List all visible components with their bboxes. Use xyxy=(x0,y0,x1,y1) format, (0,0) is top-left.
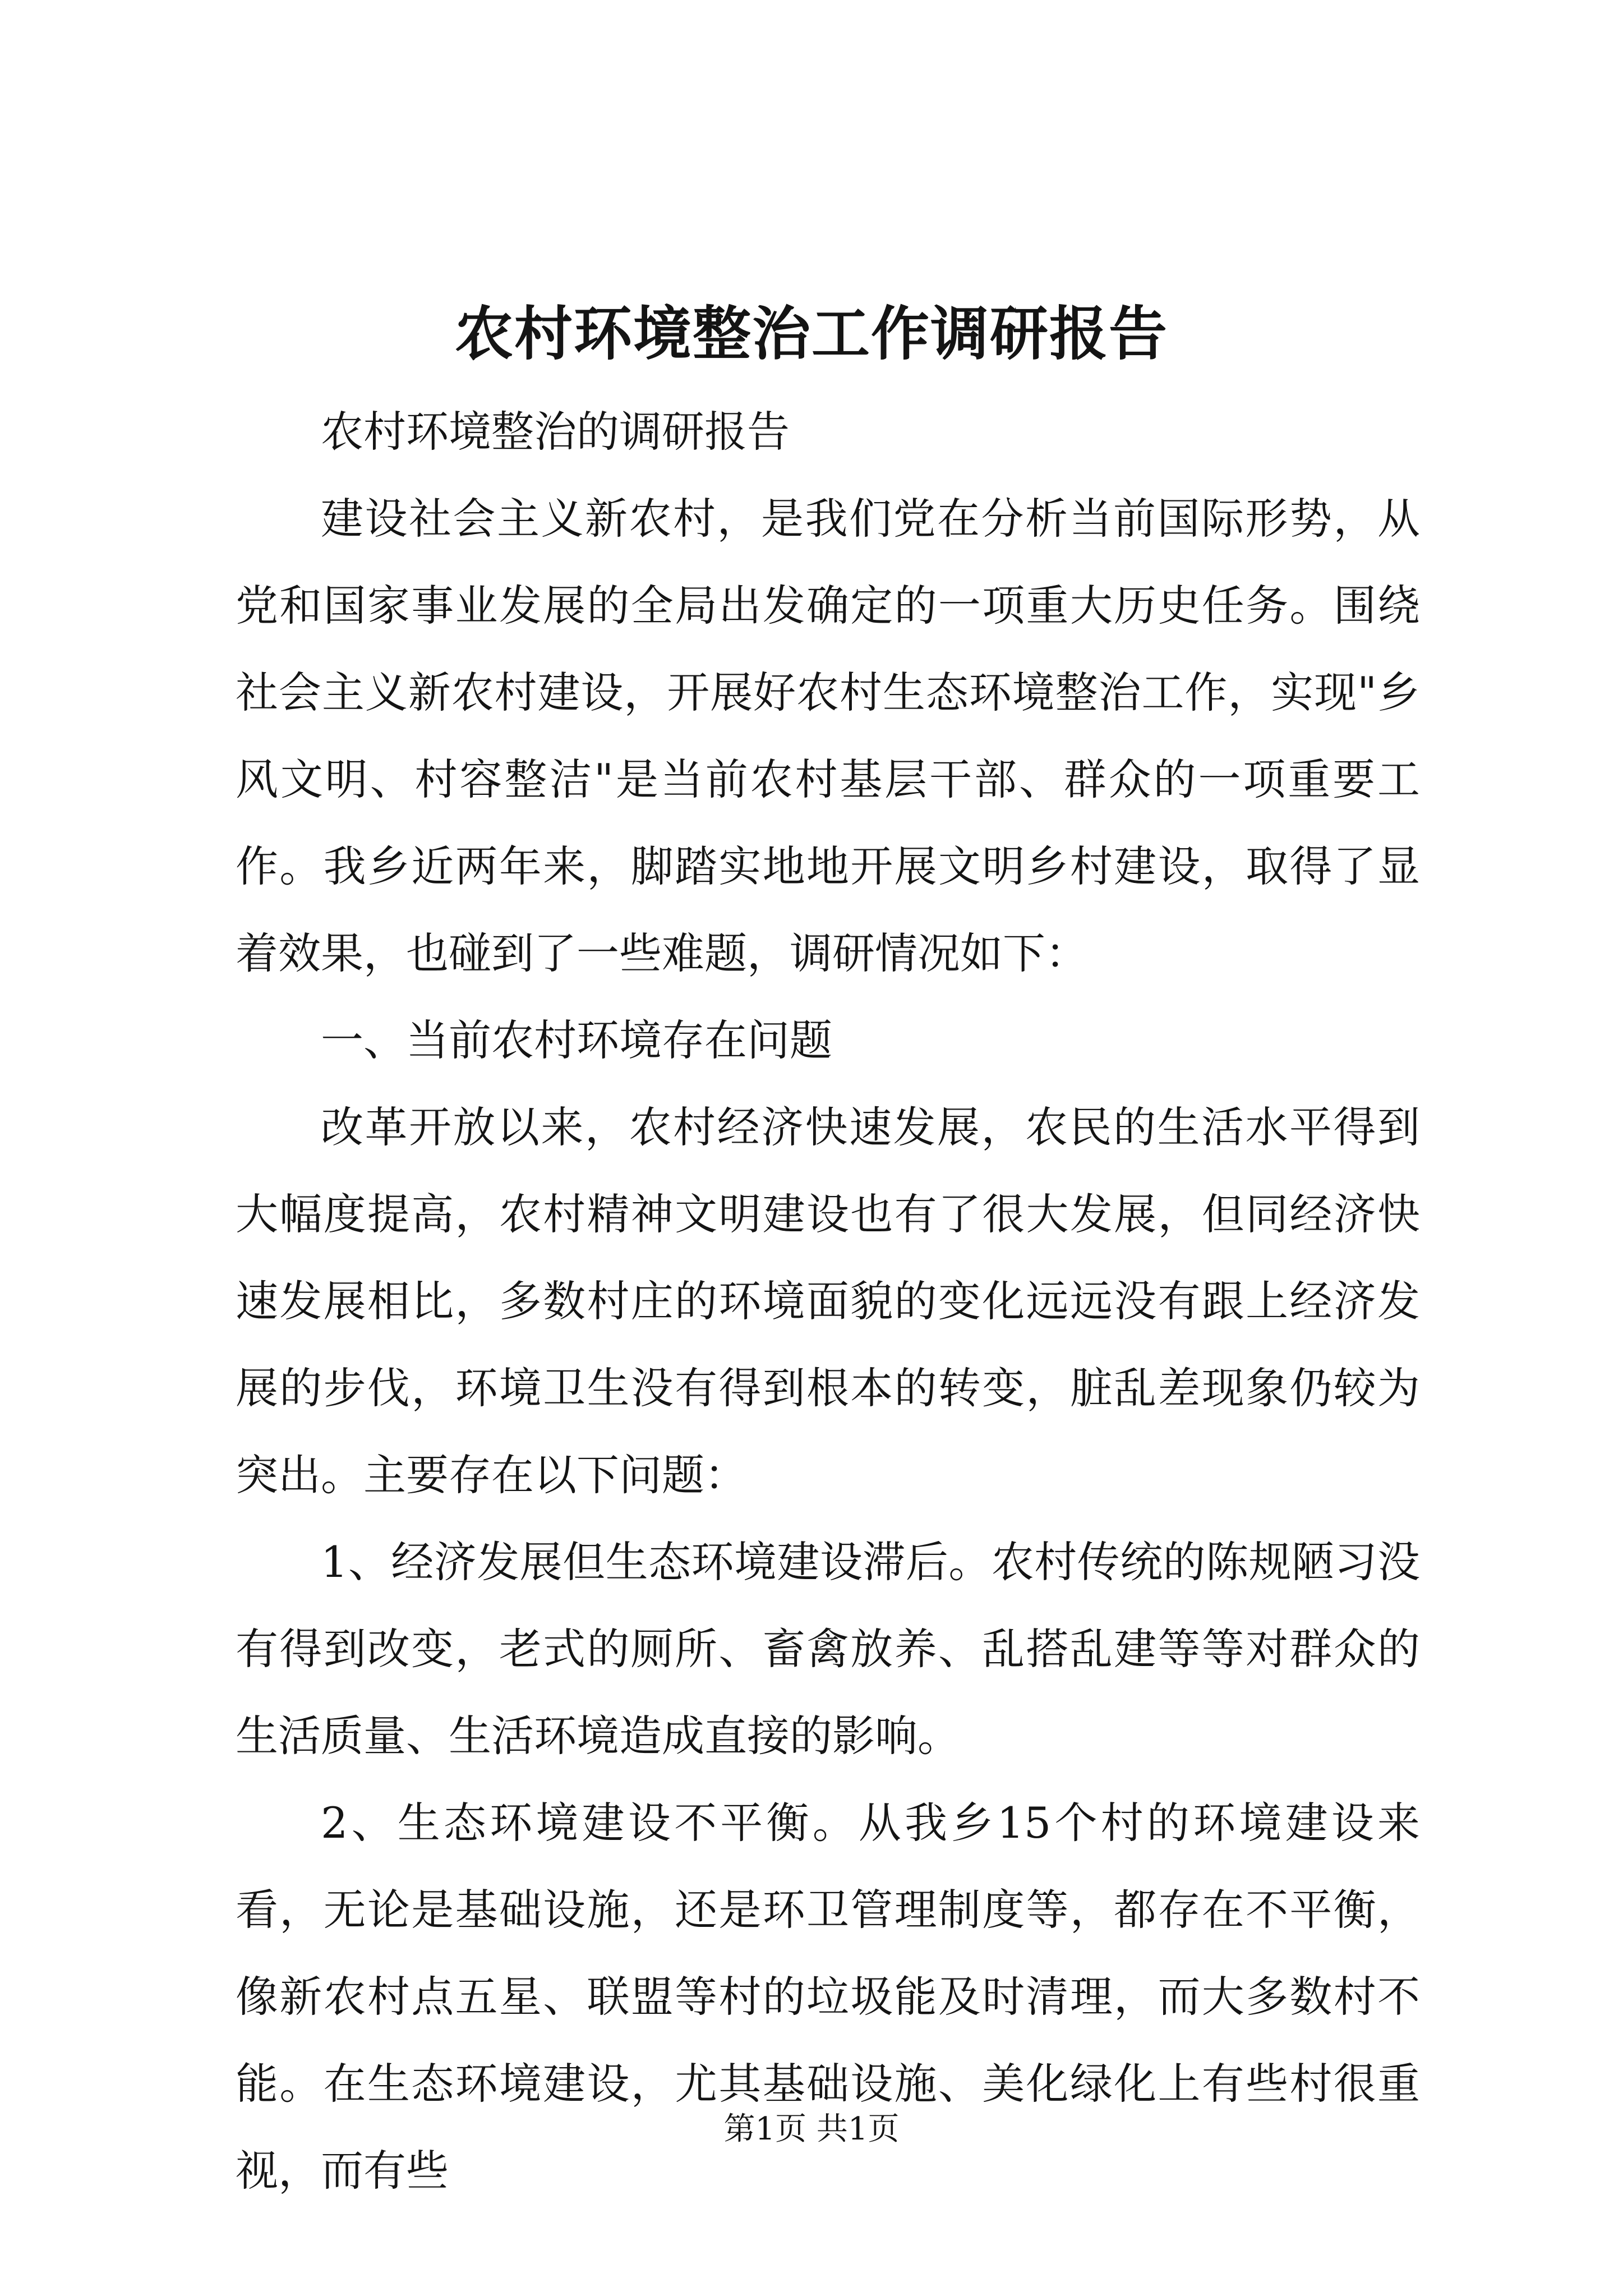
document-body xyxy=(236,388,1420,2214)
page-footer: 第1页 共1页 xyxy=(723,2111,900,2147)
list-item-paragraph: 2、生态环境建设不平衡。从我乡15个村的环境建设来看，无论是基础设施，还是环卫管理制度等，都存在不平衡，像新农村点五星、联盟等村的垃圾能及时清理，而大多数村不能。在生态环境建设，尤其基础设施、美化绿化上有些村很重视，而有些 xyxy=(236,1798,1420,2196)
list-item-paragraph: 1、经济发展但生态环境建设滞后。农村传统的陈规陋习没有得到改变，老式的厕所、畜禽放养、乱搭乱建等等对群众的生活质量、生活环境造成直接的影响。 xyxy=(236,1537,1420,1761)
section-heading: 一、当前农村环境存在问题 xyxy=(321,1015,832,1065)
body-paragraph: 改革开放以来，农村经济快速发展，农民的生活水平得到大幅度提高，农村精神文明建设也有了很大发展，但同经济快速发展相比，多数村庄的环境面貌的变化远远没有跟上经济发展的步伐，环境卫生没有得到根本的转变，脏乱差现象仍较为突出。主要存在以下问题： xyxy=(236,1102,1420,1500)
subtitle-paragraph: 农村环境整治的调研报告 xyxy=(321,407,790,457)
document-title: 农村环境整治工作调研报告 xyxy=(454,299,1168,368)
intro-paragraph: 建设社会主义新农村，是我们党在分析当前国际形势，从党和国家事业发展的全局出发确定的一项重大历史任务。围绕社会主义新农村建设，开展好农村生态环境整治工作，实现"乡风文明、村容整洁"是当前农村基层干部、群众的一项重要工作。我乡近两年来，脚踏实地地开展文明乡村建设，取得了显着效果，也碰到了一些难题，调研情况如下： xyxy=(236,494,1420,978)
